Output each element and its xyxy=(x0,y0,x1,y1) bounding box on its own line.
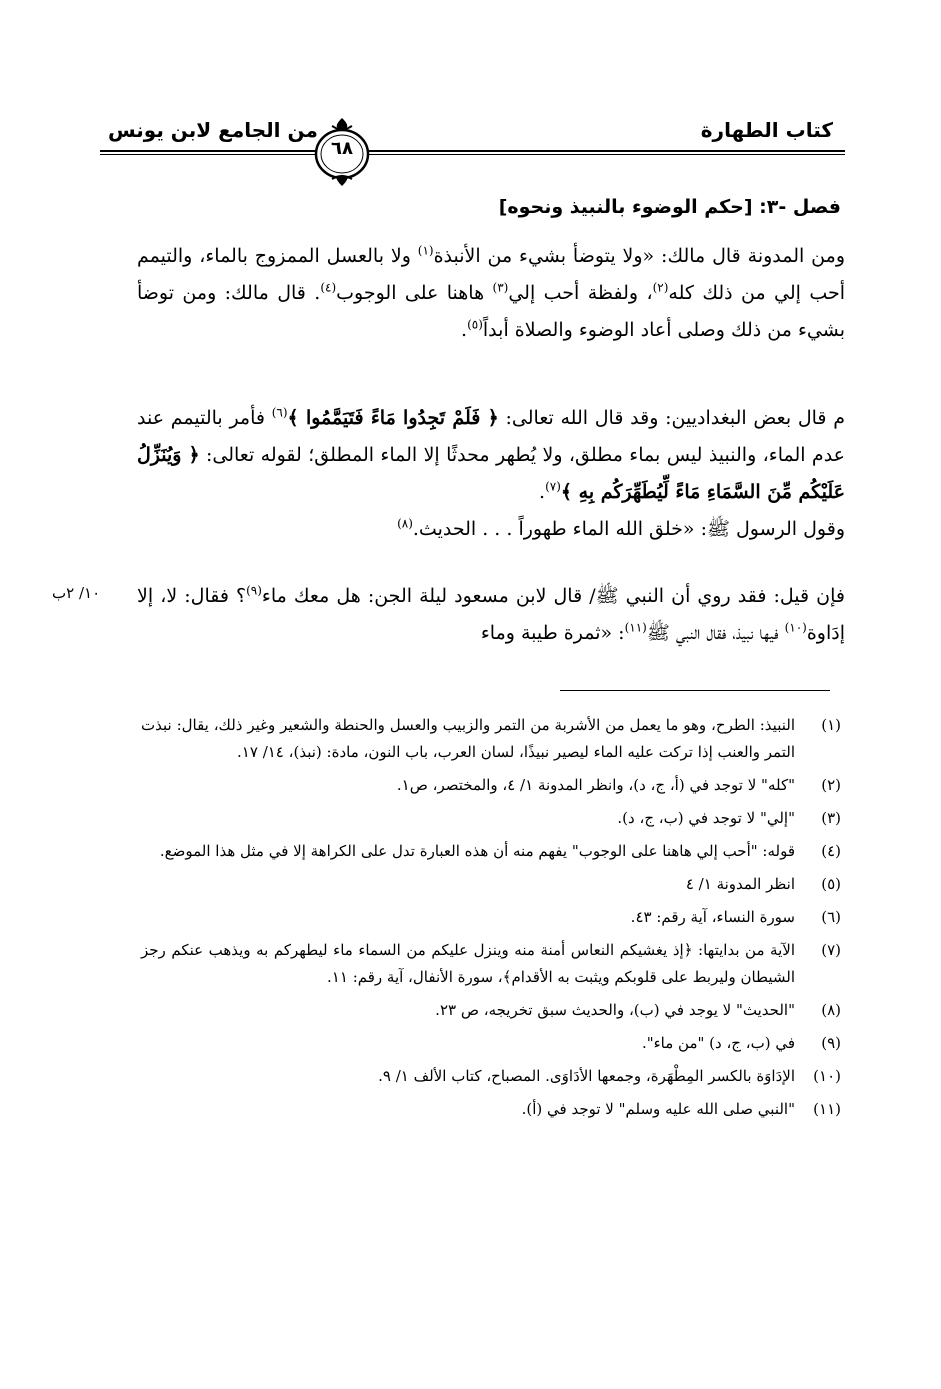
footnote-item xyxy=(141,904,841,931)
footnote-item xyxy=(141,871,841,898)
footnote-number: (٨) xyxy=(821,1001,841,1019)
header-rule xyxy=(100,150,845,152)
footnote-text: قوله: "أحب إلي هاهنا على الوجوب" يفهم منه أن هذه العبارة تدل على الكراهة إلا في مثل هذا الموضع. xyxy=(159,842,795,860)
section-title: فصل -٣: [حكم الوضوء بالنبيذ ونحوه] xyxy=(498,196,841,218)
footnote-text: "كله" لا توجد في (أ، ج، د)، وانظر المدونة ١/ ٤، والمختصر، ص١. xyxy=(396,776,795,794)
quran-verse-2: ﴿ وَيُنَزِّلُ عَلَيْكُم مِّنَ السَّمَاءِ مَاءً لِّيُطَهِّرَكُم بِهِ ﴾ xyxy=(137,444,845,503)
footnote-ref-5: (٥) xyxy=(467,317,483,332)
footnote-item xyxy=(141,1096,841,1123)
footnote-number: (١) xyxy=(821,716,841,734)
footnote-item xyxy=(141,997,841,1024)
p1-text-b: ولا بالعسل الممزوج بالماء، والتيمم أحب إلي من ذلك كله xyxy=(137,245,846,304)
footnote-text: الآية من بدايتها: ﴿إذ يغشيكم النعاس أمنة منه وينزل عليكم من السماء ماء ليطهركم به ويذهب عنكم رجز الشيطان وليربط على قلوبكم ويثبت به الأقدام﴾، سورة الأنفال، آية رقم: ١١. xyxy=(141,941,795,986)
p2b-text-a: وقول الرسول ﷺ: «خلق الله الماء طهوراً . . . الحديث. xyxy=(412,518,845,540)
footnote-text: الإدَاوَة بالكسر المِطْهَرة، وجمعها الأدَاوَى. المصباح، كتاب الألف ١/ ٩. xyxy=(378,1067,795,1085)
p1-text-c: ، ولفظة أحب إلي xyxy=(508,282,653,304)
footnote-ref-3: (٣) xyxy=(492,280,509,295)
footnote-text: في (ب، ج، د) "من ماء". xyxy=(641,1034,795,1052)
footnote-number: (٦) xyxy=(821,908,841,926)
footnote-number: (٥) xyxy=(821,875,841,893)
footnote-item xyxy=(141,805,841,832)
p1-text-d: هاهنا على الوجوب xyxy=(336,282,493,304)
footnotes xyxy=(141,712,841,1129)
footnote-item xyxy=(141,937,841,991)
footnote-item xyxy=(141,838,841,865)
p1-text-e: . قال مالك: ومن توضأ بشيء من ذلك وصلى أعاد الوضوء والصلاة أبداً xyxy=(137,282,845,341)
p2-text-c: . xyxy=(539,481,546,503)
header-book-section: كتاب الطهارة xyxy=(700,118,833,142)
footnote-text: "الحديث" لا يوجد في (ب)، والحديث سبق تخريجه، ص ٢٣. xyxy=(435,1001,795,1019)
footnote-number: (٧) xyxy=(821,941,841,959)
footnote-number: (٢) xyxy=(821,776,841,794)
quran-verse-1: ﴿ فَلَمْ تَجِدُوا مَاءً فَتَيَمَّمُوا ﴾ xyxy=(287,407,499,429)
p3-text-b: ؟ فقال: لا، إلا إدَاوة xyxy=(137,585,845,644)
footnote-ref-4: (٤) xyxy=(320,280,337,295)
page-number: ٦٨ xyxy=(331,138,353,159)
footnote-text: انظر المدونة ١/ ٤ xyxy=(685,875,795,893)
running-header xyxy=(100,108,845,186)
footnote-ref-7: (٧) xyxy=(545,479,561,494)
footnote-ref-9: (٩) xyxy=(246,583,262,598)
footnote-number: (٣) xyxy=(821,809,841,827)
footnote-separator xyxy=(560,690,830,691)
footnote-number: (٤) xyxy=(821,842,841,860)
paragraph-2 xyxy=(137,400,845,548)
footnote-number: (٩) xyxy=(821,1034,841,1052)
footnote-ref-10: (١٠) xyxy=(784,620,807,635)
header-book-title: من الجامع لابن يونس xyxy=(108,118,318,142)
footnote-ref-6: (٦) xyxy=(271,405,288,420)
paragraph-1 xyxy=(137,238,845,349)
p2-text-b: فأمر بالتيمم عند عدم الماء، والنبيذ ليس بماء مطلق، ولا يُطهر محدثًا إلا الماء المطلق؛ لقوله تعالى: xyxy=(137,407,846,466)
p3-text-d: : «ثمرة طيبة وماء xyxy=(480,622,625,644)
footnote-ref-2: (٢) xyxy=(652,280,669,295)
footnote-item xyxy=(141,1030,841,1057)
footnote-item xyxy=(141,772,841,799)
footnote-text: النبيذ: الطرح، وهو ما يعمل من الأشربة من التمر والزبيب والعسل والحنطة والشعير وغير ذلك، يقال: نبذت التمر والعنب إذا تركت عليه الماء ليصير نبيذًا، لسان العرب، باب النون، مادة: (نبذ)، ١٤/ ١٧. xyxy=(141,716,795,761)
p1-text-f: . xyxy=(461,319,468,341)
p1-text-a: ومن المدونة قال مالك: «ولا يتوضأ بشيء من الأنبذة xyxy=(433,245,845,267)
paragraph-3 xyxy=(137,578,845,652)
footnote-number: (١١) xyxy=(813,1100,841,1118)
footnote-item xyxy=(141,712,841,766)
footnote-ref-11: (١١) xyxy=(624,620,647,635)
footnote-text: سورة النساء، آية رقم: ٤٣. xyxy=(630,908,795,926)
footnote-ref-1: (١) xyxy=(417,243,434,258)
header-rule-thin xyxy=(100,154,845,155)
p2-text-a: م قال بعض البغداديين: وقد قال الله تعالى: xyxy=(498,407,845,429)
p3-text-c: فيها نبيذ، فقال النبي ﷺ xyxy=(646,622,785,644)
footnote-number: (١٠) xyxy=(813,1067,841,1085)
p3-text-a: فإن قيل: فقد روي أن النبي ﷺ/ قال لابن مسعود ليلة الجن: هل معك ماء xyxy=(261,585,845,607)
footnote-ref-8: (٨) xyxy=(397,516,413,531)
footnote-text: "إلي" لا توجد في (ب، ج، د). xyxy=(617,809,795,827)
margin-folio-note: ١٠/ ٢ب xyxy=(52,584,101,602)
footnote-item xyxy=(141,1063,841,1090)
footnote-text: "النبي صلى الله عليه وسلم" لا توجد في (أ). xyxy=(521,1100,795,1118)
